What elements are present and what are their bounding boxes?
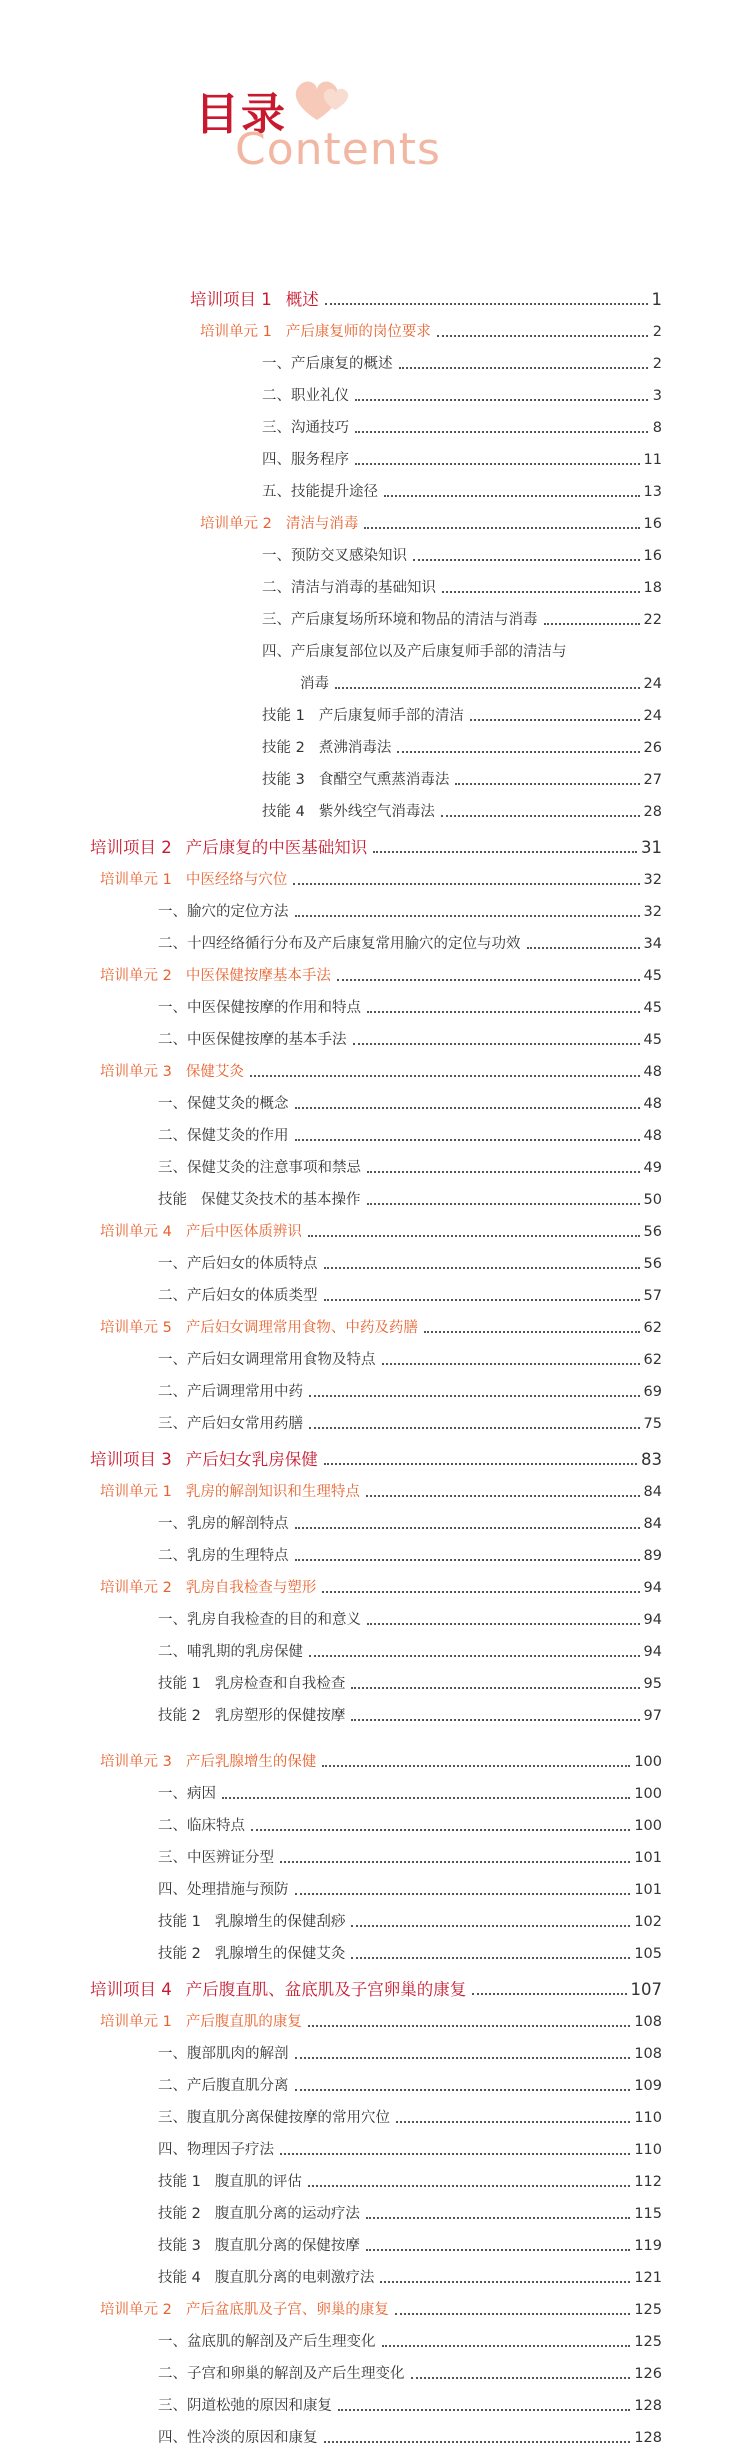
toc-entry-page: 121: [634, 2270, 662, 2286]
toc-entry-title: 一、腹部肌肉的解剖: [158, 2046, 289, 2062]
leader-dots: [351, 1957, 630, 1959]
toc-entry-title: 三、阴道松弛的原因和康复: [158, 2398, 332, 2414]
toc-entry-page: 102: [634, 1914, 662, 1930]
leader-dots: [395, 2313, 630, 2315]
toc-entry-page: 97: [643, 1708, 662, 1724]
toc-entry-page: 2: [652, 356, 662, 372]
hearts-icon: [287, 70, 357, 130]
toc-entry[interactable]: [158, 2136, 662, 2160]
leader-dots: [322, 1591, 639, 1593]
toc-entry-page: 112: [634, 2174, 662, 2190]
toc-entry-page: 45: [643, 1000, 662, 1016]
toc-entry-title: 腹直肌分离的运动疗法: [214, 2206, 360, 2222]
leader-dots: [367, 1203, 640, 1205]
toc-entry-title: 产后盆底肌及子宫、卵巢的康复: [185, 2302, 389, 2318]
leader-dots: [309, 1395, 640, 1397]
leader-dots: [309, 1427, 640, 1429]
toc-entry-page: 32: [643, 904, 662, 920]
toc-entry-code: 培训单元 2: [100, 1580, 172, 1596]
toc-entry[interactable]: [158, 1638, 662, 1662]
toc-entry-page: 128: [634, 2398, 662, 2414]
toc-entry[interactable]: [158, 1154, 662, 1178]
toc-entry-page: 62: [643, 1320, 662, 1336]
toc-entry-page: 100: [634, 1786, 662, 1802]
toc-entry-page: 100: [634, 1754, 662, 1770]
leader-dots: [437, 335, 648, 337]
leader-dots: [455, 783, 639, 785]
toc-entry-title: 紫外线空气消毒法: [318, 804, 435, 820]
toc-entry-page: 48: [643, 1128, 662, 1144]
toc-entry[interactable]: [158, 1122, 662, 1146]
toc-entry[interactable]: [158, 994, 662, 1018]
toc-entry-code: 培训单元 5: [100, 1320, 172, 1336]
toc-entry-page: 94: [643, 1580, 662, 1596]
leader-dots: [380, 2281, 630, 2283]
toc-entry[interactable]: [158, 898, 662, 922]
toc-entry-title: 三、中医辨证分型: [158, 1850, 274, 1866]
toc-entry[interactable]: [158, 1606, 662, 1630]
toc-entry[interactable]: [100, 1574, 662, 1598]
leader-dots: [351, 1687, 639, 1689]
toc-entry[interactable]: [190, 286, 662, 310]
leader-dots: [364, 527, 639, 529]
toc-entry-title: 乳房检查和自我检查: [214, 1676, 346, 1692]
toc-entry-page: 83: [641, 1450, 662, 1469]
toc-entry-title: 一、产后妇女调理常用食物及特点: [158, 1352, 376, 1368]
toc-entry-title: 二、临床特点: [158, 1818, 245, 1834]
toc-entry-code: 技能 1: [158, 2174, 201, 2190]
toc-entry-code: 技能 1: [158, 1914, 201, 1930]
leader-dots: [355, 431, 648, 433]
toc-entry-code: 培训单元 1: [100, 872, 172, 888]
leader-dots: [424, 1331, 640, 1333]
toc-entry-page: 101: [634, 1850, 662, 1866]
toc-entry-title: 乳房自我检查与塑形: [185, 1580, 317, 1596]
leader-dots: [355, 399, 648, 401]
leader-dots: [280, 1861, 630, 1863]
leader-dots: [308, 2025, 630, 2027]
leader-dots: [324, 1267, 640, 1269]
toc-entry-title: 产后康复师手部的清洁: [318, 708, 464, 724]
toc-entry-page: 16: [643, 548, 662, 564]
leader-dots: [366, 1495, 640, 1497]
toc-entry-title: 四、处理措施与预防: [158, 1882, 289, 1898]
leader-dots: [367, 1171, 640, 1173]
toc-entry-page: 34: [643, 936, 662, 952]
toc-entry[interactable]: [262, 350, 662, 374]
toc-entry[interactable]: [158, 2328, 662, 2352]
toc-entry[interactable]: [158, 1702, 662, 1726]
toc-entry-title: 清洁与消毒: [285, 516, 359, 532]
toc-entry-code: 培训单元 1: [100, 1484, 172, 1500]
toc-entry-code: 技能 1: [262, 708, 305, 724]
leader-dots: [295, 1107, 640, 1109]
toc-entry[interactable]: [158, 1510, 662, 1534]
toc-entry-title: 产后腹直肌、盆底肌及子宫卵巢的康复: [185, 1980, 467, 1999]
heading-chinese: 目录: [195, 89, 287, 140]
toc-entry-code: 培训单元 3: [100, 1754, 172, 1770]
toc-entry-page: 119: [634, 2238, 662, 2254]
toc-entry-title: 一、中医保健按摩的作用和特点: [158, 1000, 361, 1016]
toc-entry-title: 二、哺乳期的乳房保健: [158, 1644, 303, 1660]
toc-entry[interactable]: [262, 734, 662, 758]
toc-entry-title: 腹直肌分离的电刺激疗法: [214, 2270, 375, 2286]
leader-dots: [367, 1623, 640, 1625]
leader-dots: [335, 687, 640, 689]
toc-entry-title: 概述: [285, 290, 319, 309]
toc-entry-code: 培训单元 2: [100, 968, 172, 984]
toc-entry-page: 50: [643, 1192, 662, 1208]
toc-entry-page: 107: [630, 1980, 662, 1999]
toc-entry-title: 三、沟通技巧: [262, 420, 349, 436]
toc-entry-title: 二、产后腹直肌分离: [158, 2078, 289, 2094]
toc-entry-code: 培训单元 1: [200, 324, 272, 340]
toc-entry-title: 二、中医保健按摩的基本手法: [158, 1032, 347, 1048]
toc-entry-page: 32: [643, 872, 662, 888]
toc-entry[interactable]: [158, 1378, 662, 1402]
toc-entry[interactable]: [158, 2232, 662, 2256]
leader-dots: [382, 1363, 640, 1365]
toc-entry-title: 四、服务程序: [262, 452, 349, 468]
toc-entry-page: 108: [634, 2046, 662, 2062]
toc-entry-page: 128: [634, 2430, 662, 2446]
toc-entry-title: 二、保健艾灸的作用: [158, 1128, 289, 1144]
toc-entry-page: 22: [643, 612, 662, 628]
toc-entry-page: 101: [634, 1882, 662, 1898]
toc-entry-page: 27: [643, 772, 662, 788]
toc-entry-title: 产后乳腺增生的保健: [185, 1754, 317, 1770]
toc-entry-title: 二、产后妇女的体质类型: [158, 1288, 318, 1304]
leader-dots: [399, 367, 649, 369]
heading-english: Contents: [235, 124, 441, 175]
toc-entry-code: 技能 2: [262, 740, 305, 756]
toc-entry-page: 105: [634, 1946, 662, 1962]
toc-heading: [195, 70, 495, 180]
toc-entry-page: 69: [643, 1384, 662, 1400]
toc-entry[interactable]: [262, 382, 662, 406]
toc-entry-title: 一、乳房的解剖特点: [158, 1516, 289, 1532]
leader-dots: [295, 915, 640, 917]
toc-entry[interactable]: [158, 1186, 662, 1210]
toc-entry-code: 培训单元 3: [100, 1064, 172, 1080]
leader-dots: [325, 303, 648, 305]
toc-entry[interactable]: [158, 1250, 662, 1274]
toc-entry-page: 94: [643, 1644, 662, 1660]
toc-entry[interactable]: [158, 1410, 662, 1434]
toc-entry-code: 培训单元 1: [100, 2014, 172, 2030]
toc-entry-title: 四、物理因子疗法: [158, 2142, 274, 2158]
toc-entry[interactable]: [100, 1314, 662, 1338]
leader-dots: [309, 1655, 640, 1657]
leader-dots: [337, 979, 640, 981]
toc-entry[interactable]: [100, 2008, 662, 2032]
leader-dots: [295, 1559, 640, 1561]
leader-dots: [472, 1993, 626, 1995]
toc-entry[interactable]: [158, 2392, 662, 2416]
leader-dots: [295, 1893, 631, 1895]
toc-entry-code: 技能 3: [158, 2238, 201, 2254]
toc-entry-title: 三、产后妇女常用药膳: [158, 1416, 303, 1432]
leader-dots: [366, 2217, 630, 2219]
leader-dots: [295, 2057, 631, 2059]
toc-entry[interactable]: [100, 1218, 662, 1242]
toc-entry-title: 消毒: [300, 676, 329, 692]
leader-dots: [324, 2441, 631, 2443]
toc-entry[interactable]: [100, 1748, 662, 1772]
toc-entry[interactable]: [262, 478, 662, 502]
leader-dots: [441, 815, 640, 817]
leader-dots: [324, 1299, 640, 1301]
toc-entry-page: 2: [652, 324, 662, 340]
toc-entry-title: 二、子宫和卵巢的解剖及产后生理变化: [158, 2366, 405, 2382]
toc-entry-page: 89: [643, 1548, 662, 1564]
toc-entry-title: 一、乳房自我检查的目的和意义: [158, 1612, 361, 1628]
toc-entry-code: 培训单元 4: [100, 1224, 172, 1240]
leader-dots: [338, 2409, 630, 2411]
toc-entry-title: 煮沸消毒法: [318, 740, 392, 756]
toc-entry-code: 培训单元 2: [200, 516, 272, 532]
toc-entry-title: 产后腹直肌的康复: [185, 2014, 302, 2030]
toc-entry-code: 技能 2: [158, 1946, 201, 1962]
toc-entry-code: 技能 2: [158, 1708, 201, 1724]
leader-dots: [544, 623, 640, 625]
toc-entry-page: 45: [643, 1032, 662, 1048]
toc-entry-title: 三、保健艾灸的注意事项和禁忌: [158, 1160, 361, 1176]
toc-entry[interactable]: [158, 2424, 662, 2448]
toc-entry[interactable]: [262, 670, 662, 694]
toc-entry-title: 产后妇女乳房保健: [185, 1450, 318, 1469]
leader-dots: [351, 1719, 639, 1721]
leader-dots: [295, 2089, 631, 2091]
toc-entry-page: 125: [634, 2302, 662, 2318]
toc-entry[interactable]: [262, 542, 662, 566]
toc-entry[interactable]: [262, 574, 662, 598]
toc-entry-page: 13: [643, 484, 662, 500]
toc-entry-title: 腹直肌的评估: [214, 2174, 302, 2190]
leader-dots: [308, 2185, 630, 2187]
toc-entry-title: 产后康复师的岗位要求: [285, 324, 431, 340]
toc-entry-page: 109: [634, 2078, 662, 2094]
toc-entry-title: 一、盆底肌的解剖及产后生理变化: [158, 2334, 376, 2350]
toc-entry-page: 94: [643, 1612, 662, 1628]
leader-dots: [322, 1765, 630, 1767]
toc-entry-page: 28: [643, 804, 662, 820]
toc-entry-page: 18: [643, 580, 662, 596]
toc-entry[interactable]: [262, 702, 662, 726]
toc-entry-title: 中医保健按摩基本手法: [185, 968, 331, 984]
toc-entry-title: 一、产后康复的概述: [262, 356, 393, 372]
leader-dots: [295, 1527, 640, 1529]
toc-entry-title: 二、清洁与消毒的基础知识: [262, 580, 436, 596]
toc-entry[interactable]: [200, 510, 662, 534]
toc-entry-title: 一、保健艾灸的概念: [158, 1096, 289, 1112]
toc-entry[interactable]: [90, 1446, 662, 1470]
leader-dots: [527, 947, 640, 949]
leader-dots: [396, 2121, 630, 2123]
toc-entry-page: 1: [651, 290, 662, 309]
toc-entry-page: 108: [634, 2014, 662, 2030]
leader-dots: [351, 1925, 630, 1927]
toc-entry-title: 二、十四经络循行分布及产后康复常用腧穴的定位与功效: [158, 936, 521, 952]
toc-entry-code: 技能 4: [158, 2270, 201, 2286]
leader-dots: [308, 1235, 640, 1237]
leader-dots: [280, 2153, 630, 2155]
toc-entry[interactable]: [90, 1976, 662, 2000]
toc-entry-code: 技能 3: [262, 772, 305, 788]
toc-entry-page: 56: [643, 1256, 662, 1272]
toc-entry[interactable]: [158, 1090, 662, 1114]
toc-entry[interactable]: [262, 766, 662, 790]
leader-dots: [470, 719, 640, 721]
toc-entry-page: 16: [643, 516, 662, 532]
toc-entry-title: 五、技能提升途径: [262, 484, 378, 500]
toc-entry-title: 产后妇女调理常用食物、中药及药膳: [185, 1320, 418, 1336]
toc-entry-code: 培训项目 2: [90, 838, 172, 857]
toc-entry[interactable]: [158, 1282, 662, 1306]
toc-entry-title: 产后康复的中医基础知识: [185, 838, 368, 857]
toc-entry-code: 技能 1: [158, 1676, 201, 1692]
toc-entry-page: 110: [634, 2142, 662, 2158]
toc-entry[interactable]: [158, 1026, 662, 1050]
toc-entry-page: 125: [634, 2334, 662, 2350]
toc-entry[interactable]: [158, 1346, 662, 1370]
leader-dots: [222, 1797, 630, 1799]
toc-entry[interactable]: [158, 1780, 662, 1804]
leader-dots: [293, 883, 639, 885]
toc-entry-code: 技能: [158, 1192, 187, 1208]
toc-entry[interactable]: [158, 1812, 662, 1836]
leader-dots: [384, 495, 640, 497]
toc-entry[interactable]: [158, 2360, 662, 2384]
toc-entry-title: 食醋空气熏蒸消毒法: [318, 772, 450, 788]
toc-entry-code: 培训项目 1: [190, 290, 272, 309]
toc-entry-page: 11: [643, 452, 662, 468]
toc-entry[interactable]: [262, 606, 662, 630]
leader-dots: [411, 2377, 631, 2379]
toc-entry-title: 中医经络与穴位: [185, 872, 288, 888]
toc-entry-title: 一、产后妇女的体质特点: [158, 1256, 318, 1272]
toc-entry-title: 产后中医体质辨识: [185, 1224, 302, 1240]
toc-entry-page: 49: [643, 1160, 662, 1176]
toc-entry[interactable]: [158, 2168, 662, 2192]
toc-entry[interactable]: [100, 962, 662, 986]
toc-entry[interactable]: [200, 318, 662, 342]
toc-entry-title: 乳腺增生的保健刮痧: [214, 1914, 346, 1930]
leader-dots: [295, 1139, 640, 1141]
toc-entry-page: 48: [643, 1096, 662, 1112]
toc-entry-title: 二、产后调理常用中药: [158, 1384, 303, 1400]
toc-entry[interactable]: [100, 1058, 662, 1082]
toc-entry-page: 95: [643, 1676, 662, 1692]
leader-dots: [324, 1463, 637, 1465]
toc-entry-title: 保健艾灸技术的基本操作: [201, 1192, 361, 1208]
toc-entry-title: 一、预防交叉感染知识: [262, 548, 407, 564]
toc-entry-code: 培训项目 3: [90, 1450, 172, 1469]
toc-entry-page: 84: [643, 1516, 662, 1532]
leader-dots: [251, 1829, 630, 1831]
toc-entry-code: 培训单元 2: [100, 2302, 172, 2318]
toc-entry-page: 48: [643, 1064, 662, 1080]
toc-entry-page: 62: [643, 1352, 662, 1368]
toc-entry-title: 乳腺增生的保健艾灸: [214, 1946, 346, 1962]
toc-entry-title: 腹直肌分离的保健按摩: [214, 2238, 360, 2254]
toc-entry-code: 技能 4: [262, 804, 305, 820]
toc-entry-title: 四、产后康复部位以及产后康复师手部的清洁与: [262, 644, 567, 660]
toc-entry-code: 技能 2: [158, 2206, 201, 2222]
toc-entry-page: 84: [643, 1484, 662, 1500]
toc-entry-page: 31: [641, 838, 662, 857]
toc-entry-page: 57: [643, 1288, 662, 1304]
toc-entry-page: 26: [643, 740, 662, 756]
toc-entry-page: 126: [634, 2366, 662, 2382]
leader-dots: [353, 1043, 640, 1045]
toc-entry-title: 四、性冷淡的原因和康复: [158, 2430, 318, 2446]
toc-entry[interactable]: [158, 2264, 662, 2288]
toc-entry[interactable]: [158, 2200, 662, 2224]
toc-entry[interactable]: [158, 1940, 662, 1964]
toc-entry-page: 75: [643, 1416, 662, 1432]
toc-entry[interactable]: [100, 866, 662, 890]
toc-entry-title: 一、病因: [158, 1786, 216, 1802]
toc-entry-title: 乳房的解剖知识和生理特点: [185, 1484, 360, 1500]
toc-entry[interactable]: [158, 1876, 662, 1900]
toc-entry[interactable]: [158, 2104, 662, 2128]
toc-entry-page: 24: [643, 708, 662, 724]
leader-dots: [373, 851, 637, 853]
toc-entry-page: 100: [634, 1818, 662, 1834]
toc-entry-title: 三、产后康复场所环境和物品的清洁与消毒: [262, 612, 538, 628]
toc-entry[interactable]: [100, 2296, 662, 2320]
toc-entry-page: 115: [634, 2206, 662, 2222]
toc-entry-page: 24: [643, 676, 662, 692]
toc-entry[interactable]: [262, 414, 662, 438]
toc-entry[interactable]: [158, 2072, 662, 2096]
toc-entry[interactable]: [262, 446, 662, 470]
toc-entry[interactable]: [158, 1670, 662, 1694]
toc-entry[interactable]: [158, 1844, 662, 1868]
leader-dots: [397, 751, 639, 753]
toc-entry[interactable]: [100, 1478, 662, 1502]
toc-entry-page: 45: [643, 968, 662, 984]
toc-entry-page: 8: [652, 420, 662, 436]
toc-entry[interactable]: [90, 834, 662, 858]
toc-entry-title: 二、职业礼仪: [262, 388, 349, 404]
leader-dots: [355, 463, 640, 465]
toc-entry-code: 培训项目 4: [90, 1980, 172, 1999]
leader-dots: [250, 1075, 640, 1077]
leader-dots: [442, 591, 640, 593]
leader-dots: [367, 1011, 640, 1013]
toc-entry-page: 110: [634, 2110, 662, 2126]
toc-entry[interactable]: [262, 638, 662, 662]
toc-entry[interactable]: [262, 798, 662, 822]
toc-entry-title: 乳房塑形的保健按摩: [214, 1708, 346, 1724]
toc-entry-title: 保健艾灸: [185, 1064, 244, 1080]
toc-entry[interactable]: [158, 930, 662, 954]
toc-entry-title: 三、腹直肌分离保健按摩的常用穴位: [158, 2110, 390, 2126]
toc-entry-page: 56: [643, 1224, 662, 1240]
toc-entry-page: 3: [652, 388, 662, 404]
leader-dots: [382, 2345, 631, 2347]
toc-entry[interactable]: [158, 2040, 662, 2064]
leader-dots: [413, 559, 640, 561]
toc-entry-title: 一、腧穴的定位方法: [158, 904, 289, 920]
toc-entry[interactable]: [158, 1542, 662, 1566]
leader-dots: [366, 2249, 630, 2251]
toc-entry-title: 二、乳房的生理特点: [158, 1548, 289, 1564]
toc-entry[interactable]: [158, 1908, 662, 1932]
